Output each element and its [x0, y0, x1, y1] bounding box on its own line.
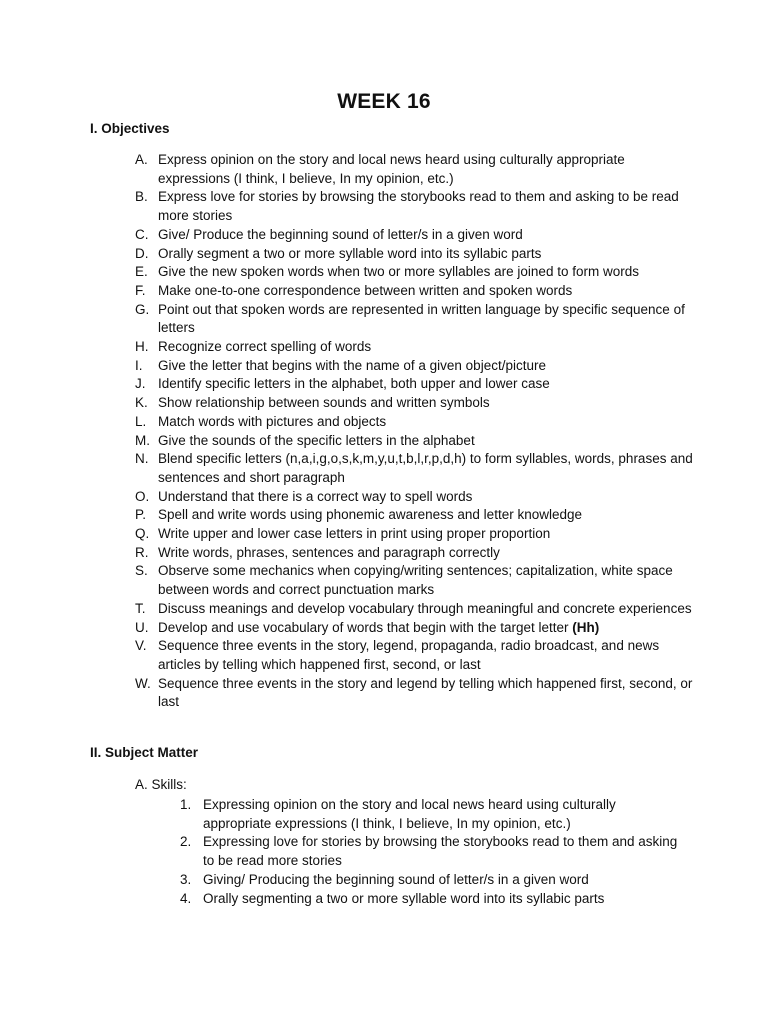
objective-text: Spell and write words using phonemic awareness and letter knowledge — [158, 507, 582, 523]
objective-text: Sequence three events in the story, legend, propaganda, radio broadcast, and news articles by telling which happened first, second, or last — [158, 638, 660, 672]
objective-item — [135, 600, 695, 619]
skill-text: Expressing love for stories by browsing the storybooks read to them and asking to be read more stories — [203, 834, 678, 869]
objective-text: Give the letter that begins with the name of a given object/picture — [158, 357, 546, 373]
objective-letter: B. — [135, 189, 148, 205]
skill-number: 2. — [180, 834, 192, 850]
objective-item — [135, 301, 695, 338]
objective-item — [135, 338, 695, 357]
objective-text: Give the new spoken words when two or more syllables are joined to form words — [158, 264, 639, 280]
objective-item — [135, 226, 695, 245]
objective-letter: E. — [135, 264, 148, 280]
objective-letter: N. — [135, 451, 149, 467]
objective-text: Orally segment a two or more syllable word into its syllabic parts — [158, 245, 542, 261]
objective-letter: H. — [135, 339, 149, 355]
objective-item — [135, 375, 695, 394]
objective-item — [135, 619, 695, 638]
objective-item — [135, 544, 695, 563]
objective-letter: P. — [135, 507, 147, 523]
skill-number: 4. — [180, 890, 192, 906]
skill-text: Expressing opinion on the story and local news heard using culturally appropriate expressions (I think, I believe, In my opinion, etc.) — [203, 797, 616, 831]
objective-item — [135, 357, 695, 376]
objective-text: Give the sounds of the specific letters in the alphabet — [158, 432, 475, 448]
objective-letter: U. — [135, 619, 149, 635]
skill-item — [180, 796, 680, 833]
objective-item — [135, 637, 695, 674]
objective-text: Identify specific letters in the alphabet, both upper and lower case — [158, 376, 550, 392]
objective-text: Express love for stories by browsing the storybooks read to them and asking to be read more stories — [158, 189, 679, 224]
skill-number: 1. — [180, 797, 192, 812]
objective-text-main: Develop and use vocabulary of words that begin with the target letter — [158, 619, 569, 635]
objective-text: Show relationship between sounds and written symbols — [158, 395, 490, 411]
objective-text: Understand that there is a correct way to spell words — [158, 488, 473, 504]
objective-letter: R. — [135, 544, 149, 560]
skill-item — [180, 833, 680, 870]
objective-item — [135, 525, 695, 544]
objective-text: Write upper and lower case letters in print using proper proportion — [158, 526, 551, 542]
skill-item — [180, 890, 680, 909]
skill-number: 3. — [180, 871, 192, 887]
objective-letter: V. — [135, 638, 147, 654]
objective-item — [135, 562, 695, 599]
objective-item — [135, 488, 695, 507]
objective-text: Sequence three events in the story and legend by telling which happened first, second, or last — [158, 675, 693, 710]
objective-item — [135, 394, 695, 413]
objective-item — [135, 506, 695, 525]
objective-item — [135, 245, 695, 264]
objective-item — [135, 151, 695, 188]
objective-letter: G. — [135, 301, 150, 317]
objective-item — [135, 282, 695, 301]
subject-matter-heading: II. Subject Matter — [90, 745, 199, 760]
skills-list — [180, 796, 680, 908]
objective-letter: I. — [135, 357, 143, 373]
objective-letter: F. — [135, 282, 146, 298]
objective-letter: D. — [135, 245, 149, 261]
objective-text: Write words, phrases, sentences and paragraph correctly — [158, 544, 500, 560]
objective-item — [135, 450, 695, 487]
objective-text — [158, 619, 695, 638]
objective-letter: Q. — [135, 526, 150, 542]
objective-letter: L. — [135, 413, 147, 429]
objective-letter: K. — [135, 395, 148, 411]
objective-text: Make one-to-one correspondence between written and spoken words — [158, 282, 573, 298]
target-letter-bold: (Hh) — [572, 619, 600, 635]
objective-letter: J. — [135, 376, 146, 392]
objective-letter: O. — [135, 488, 150, 504]
objective-letter: C. — [135, 226, 149, 242]
skill-text: Giving/ Producing the beginning sound of letter/s in a given word — [203, 871, 589, 887]
objectives-heading: I. Objectives — [90, 121, 170, 136]
objective-text: Match words with pictures and objects — [158, 413, 387, 429]
objective-item — [135, 432, 695, 451]
objective-text: Recognize correct spelling of words — [158, 339, 372, 355]
objective-text: Blend specific letters (n,a,i,g,o,s,k,m,y,u,t,b,l,r,p,d,h) to form syllables, words, phrases and sentences and short paragraph — [158, 451, 693, 485]
objective-letter: S. — [135, 563, 148, 579]
objective-letter: A. — [135, 152, 148, 167]
skill-text: Orally segmenting a two or more syllable word into its syllabic parts — [203, 890, 605, 906]
objective-text: Give/ Produce the beginning sound of letter/s in a given word — [158, 226, 523, 242]
objectives-list — [135, 151, 695, 712]
objective-letter: M. — [135, 432, 150, 448]
objective-item — [135, 413, 695, 432]
skills-label: A. Skills: — [135, 777, 187, 792]
objective-text: Express opinion on the story and local news heard using culturally appropriate expressions (I think, I believe, In my opinion, etc.) — [158, 152, 625, 186]
page-title: WEEK 16 — [337, 90, 431, 113]
objective-text: Observe some mechanics when copying/writing sentences; capitalization, white space between words and correct punctuation marks — [158, 563, 673, 598]
objective-item — [135, 675, 695, 712]
skill-item — [180, 871, 680, 890]
objective-letter: T. — [135, 600, 146, 616]
objective-text: Point out that spoken words are represented in written language by specific sequence of letters — [158, 301, 685, 336]
objective-letter: W. — [135, 675, 151, 691]
objective-text: Discuss meanings and develop vocabulary through meaningful and concrete experiences — [158, 600, 692, 616]
objective-item — [135, 263, 695, 282]
objective-item — [135, 188, 695, 225]
